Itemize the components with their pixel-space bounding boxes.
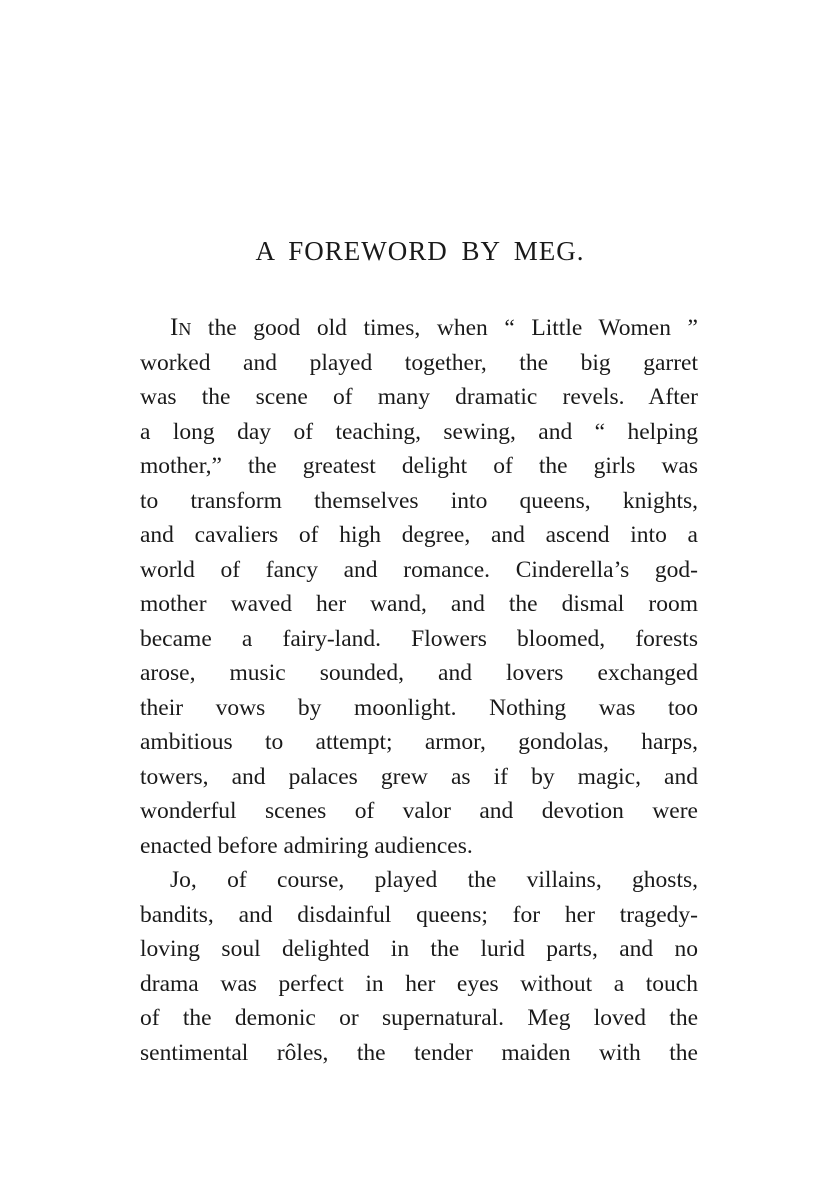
- text-line: arose, music sounded, and lovers exchanged: [140, 660, 698, 686]
- text-line: to transform themselves into queens, knights,: [140, 487, 698, 514]
- text-line: world of fancy and romance. Cinderella’s god-: [140, 556, 698, 583]
- small-caps-letter: N: [178, 319, 192, 339]
- paragraph-2-line-1: Jo, of course, played the villains, ghosts,: [170, 867, 698, 893]
- drop-initial: I: [170, 314, 179, 341]
- text-line: sentimental rôles, the tender maiden with the: [140, 1039, 698, 1066]
- paragraph-1-line-1: [140, 311, 698, 346]
- chapter-heading: A FOREWORD BY MEG.: [255, 236, 585, 266]
- text-line: a long day of teaching, sewing, and “ helping: [140, 418, 698, 445]
- text-line: worked and played together, the big garret: [140, 349, 698, 376]
- text-line: and cavaliers of high degree, and ascend into a: [140, 522, 698, 548]
- text-line: bandits, and disdainful queens; for her tragedy-: [140, 901, 698, 928]
- text-line: their vows by moonlight. Nothing was too: [140, 694, 698, 721]
- text-line: towers, and palaces grew as if by magic, and: [140, 763, 698, 790]
- text-line: enacted before admiring audiences.: [140, 832, 473, 859]
- text-line: drama was perfect in her eyes without a touch: [140, 970, 698, 997]
- body-text: [140, 311, 698, 1070]
- text-line: wonderful scenes of valor and devotion were: [140, 798, 698, 824]
- text-line: mother,” the greatest delight of the girls was: [140, 453, 698, 479]
- text-line: became a fairy-land. Flowers bloomed, forests: [140, 625, 698, 652]
- text-line: loving soul delighted in the lurid parts, and no: [140, 936, 698, 962]
- text-line: was the scene of many dramatic revels. After: [140, 384, 698, 410]
- text-line: the good old times, when “ Little Women ”: [191, 315, 698, 341]
- text-line: ambitious to attempt; armor, gondolas, harps,: [140, 729, 698, 755]
- text-line: mother waved her wand, and the dismal room: [140, 591, 698, 617]
- text-line: of the demonic or supernatural. Meg loved the: [140, 1005, 698, 1031]
